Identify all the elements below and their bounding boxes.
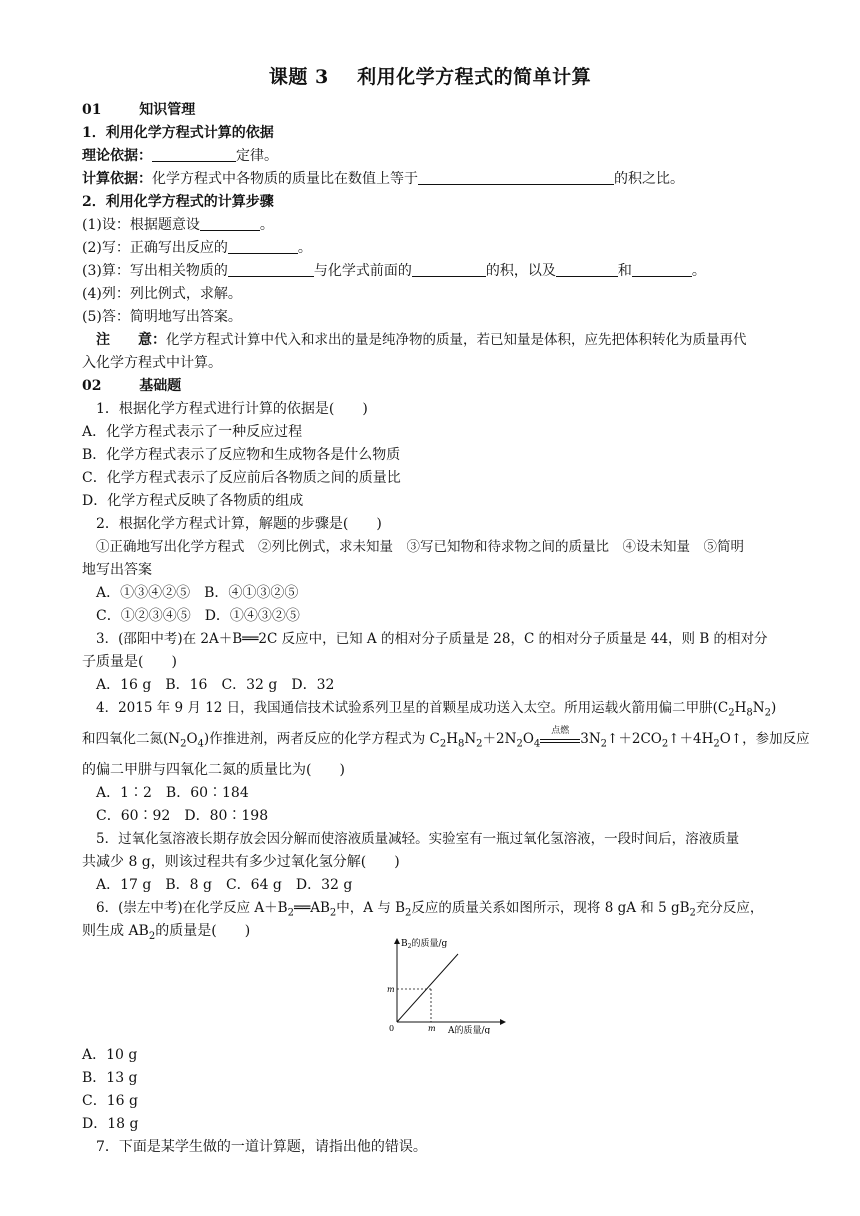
- q4-text-2c: )作推进剂，两者反应的化学方程式为 C: [203, 731, 440, 747]
- blank-theory: [152, 147, 236, 162]
- reaction-condition: [540, 726, 580, 743]
- blank-step3b: [412, 262, 486, 277]
- q1-option-b: B．化学方程式表示了反应物和生成物各是什么物质: [82, 447, 401, 463]
- step1-tail: 。: [259, 217, 274, 233]
- blank-step2: [228, 239, 298, 254]
- k2-heading: 2．利用化学方程式的计算步骤: [82, 194, 274, 210]
- origin-label: 0: [389, 1024, 395, 1033]
- q4-text-2b: O: [186, 731, 198, 747]
- calc-label: 计算依据：: [82, 171, 152, 187]
- sub: 2: [476, 738, 483, 750]
- q2-options-ab: A．①③④②⑤ B．④①③②⑤: [96, 585, 299, 601]
- sub: 2: [728, 707, 735, 719]
- step-3: [82, 261, 782, 281]
- section-label: 基础题: [139, 378, 182, 394]
- sub: 4: [197, 738, 204, 750]
- q1-stem: 1．根据化学方程式进行计算的依据是( ): [96, 401, 368, 417]
- calc-tail: 的积之比。: [614, 171, 684, 187]
- note-label: 注 意：: [96, 332, 166, 348]
- sub: 2: [148, 930, 156, 942]
- x-axis-arrow: [500, 1019, 506, 1025]
- k1-heading: 1．利用化学方程式计算的依据: [82, 125, 274, 141]
- q4-text-2a: 和四氧化二氮(N: [82, 731, 181, 747]
- q1-option-a: A．化学方程式表示了一种反应过程: [82, 424, 303, 440]
- section-knowledge: [82, 100, 782, 120]
- q4-options-ab: A．1∶2 B．60∶184: [96, 785, 249, 801]
- sub: 2: [287, 907, 294, 919]
- step-2: [82, 238, 782, 258]
- q4-text-1b: H: [734, 700, 747, 716]
- q4-text-2i: ↑＋2CO: [607, 731, 662, 747]
- step3-text-e: 。: [691, 263, 706, 279]
- step3-text-b: 与化学式前面的: [313, 263, 412, 279]
- sub: 2: [329, 907, 337, 919]
- sub: 2: [600, 738, 608, 750]
- section-label: 知识管理: [139, 102, 196, 118]
- q6-option-c: C．16 g: [82, 1093, 138, 1109]
- y-axis-arrow: [394, 938, 400, 944]
- blank-step3a: [228, 262, 314, 277]
- q4-text-2e: N: [464, 731, 477, 747]
- theory-tail: 定律。: [236, 148, 278, 164]
- sub: 8: [746, 707, 753, 719]
- q6-text-1c: 中，A 与 B: [336, 900, 406, 916]
- q5-line-2: 共减少 8 g，则该过程共有多少过氧化氢分解( ): [82, 854, 400, 870]
- blank-step3d: [632, 262, 692, 277]
- step3-text-d: 和: [617, 263, 632, 279]
- blank-calc: [418, 170, 614, 185]
- m-y-label: m: [387, 985, 395, 994]
- k1-calc: [82, 169, 782, 189]
- proportion-line: [397, 954, 458, 1022]
- mass-relation-figure: [372, 934, 512, 1034]
- q4-options-cd: C．60∶92 D．80∶198: [96, 808, 269, 824]
- section-number: 01: [82, 102, 102, 118]
- q6-option-d: D．18 g: [82, 1116, 139, 1132]
- step1-text: (1)设：根据题意设: [82, 217, 200, 233]
- y-axis-label: $B_2$的质量/g: [401, 939, 448, 950]
- calc-text: 化学方程式中各物质的质量比在数值上等于: [152, 171, 418, 187]
- note-line-2: 入化学方程式中计算。: [82, 355, 222, 371]
- sub: 2: [516, 738, 523, 750]
- sub: 2: [439, 738, 447, 750]
- q3-line-1: 3．(邵阳中考)在 2A＋B══2C 反应中，已知 A 的相对分子质量是 28，C 的相对分子质量是 44，则 B 的相对分: [96, 631, 768, 647]
- q6-option-a: A．10 g: [82, 1047, 138, 1063]
- q4-text-2f: ＋2N: [482, 731, 517, 747]
- q6-option-b: B．13 g: [82, 1070, 138, 1086]
- q5-options: A．17 g B．8 g C．64 g D．32 g: [96, 877, 353, 893]
- sub: 2: [764, 707, 771, 719]
- sub: 2: [405, 907, 412, 919]
- step3-text-a: (3)算：写出相关物质的: [82, 263, 228, 279]
- step2-text: (2)写：正确写出反应的: [82, 240, 228, 256]
- sub: 2: [661, 738, 669, 750]
- sub: 2: [689, 907, 696, 919]
- x-axis-label: A的质量/g: [448, 1026, 491, 1034]
- section-number: 02: [82, 378, 102, 394]
- page-title: 课题 3 利用化学方程式的简单计算: [268, 66, 592, 88]
- q3-options: A．16 g B．16 C．32 g D．32: [96, 677, 335, 693]
- theory-label: 理论依据：: [82, 148, 152, 164]
- step-5: (5)答：简明地写出答案。: [82, 309, 242, 325]
- condition-label: 点燃: [551, 726, 570, 736]
- q4-text-2k: O↑，参加反应: [719, 731, 810, 747]
- sub: 8: [457, 738, 465, 750]
- q4-text-1d: ): [770, 700, 777, 716]
- q4-line-2: [82, 726, 810, 755]
- q4-text-2j: ↑＋4H: [668, 731, 714, 747]
- q6-text-2a: 则生成 AB: [82, 923, 149, 939]
- blank-step1: [200, 216, 260, 231]
- q2-steps-line-1: ①正确地写出化学方程式 ②列比例式，求未知量 ③写已知物和待求物之间的质量比 ④设未知量 ⑤简明: [96, 539, 744, 555]
- step-1: [82, 215, 782, 235]
- section-basic: [82, 376, 782, 396]
- q3-line-2: 子质量是( ): [82, 654, 177, 670]
- step2-tail: 。: [297, 240, 312, 256]
- q4-line-3: 的偏二甲肼与四氧化二氮的质量比为( ): [82, 762, 345, 778]
- q4-line-1: [96, 698, 796, 724]
- blank-step3c: [556, 262, 618, 277]
- q1-option-d: D．化学方程式反映了各物质的组成: [82, 493, 304, 509]
- q6-text-1a: 6．(崇左中考)在化学反应 A＋B: [96, 900, 288, 916]
- q2-steps-line-2: 地写出答案: [82, 562, 152, 578]
- q1-option-c: C．化学方程式表示了反应前后各物质之间的质量比: [82, 470, 401, 486]
- q6-line-1: [96, 898, 796, 924]
- note: [82, 330, 782, 350]
- q6-text-1b: ══AB: [293, 900, 330, 916]
- step3-text-c: 的积，以及: [485, 263, 556, 279]
- q4-text-2h: 3N: [580, 731, 601, 747]
- q6-text-2b: 的质量是( ): [155, 923, 251, 939]
- q2-stem: 2．根据化学方程式计算，解题的步骤是( ): [96, 516, 382, 532]
- q6-text-1d: 反应的质量关系如图所示，现将 8 gA 和 5 gB: [411, 900, 690, 916]
- q6-text-1e: 充分反应，: [695, 900, 764, 916]
- m-x-label: m: [428, 1024, 436, 1033]
- q4-text-2d: H: [446, 731, 458, 747]
- sub: 2: [713, 738, 720, 750]
- note-line-1: 化学方程式计算中代入和求出的量是纯净物的质量，若已知量是体积，应先把体积转化为质量再代: [166, 332, 747, 348]
- q2-options-cd: C．①②③④⑤ D．①④③②⑤: [96, 608, 300, 624]
- q4-text-1a: 4．2015 年 9 月 12 日，我国通信技术试验系列卫星的首颗星成功送入太空。所用运载火箭用偏二甲肼(C: [96, 700, 729, 716]
- sub: 4: [533, 738, 541, 750]
- q4-text-2g: O: [522, 731, 534, 747]
- q4-text-1c: N: [752, 700, 765, 716]
- sub: 2: [180, 738, 187, 750]
- q5-line-1: 5．过氧化氢溶液长期存放会因分解而使溶液质量减轻。实验室有一瓶过氧化氢溶液，一段时间后，溶液质量: [96, 831, 740, 847]
- step-4: (4)列：列比例式，求解。: [82, 286, 242, 302]
- k1-theory: [82, 146, 782, 166]
- q7-stem: 7．下面是某学生做的一道计算题，请指出他的错误。: [96, 1139, 427, 1155]
